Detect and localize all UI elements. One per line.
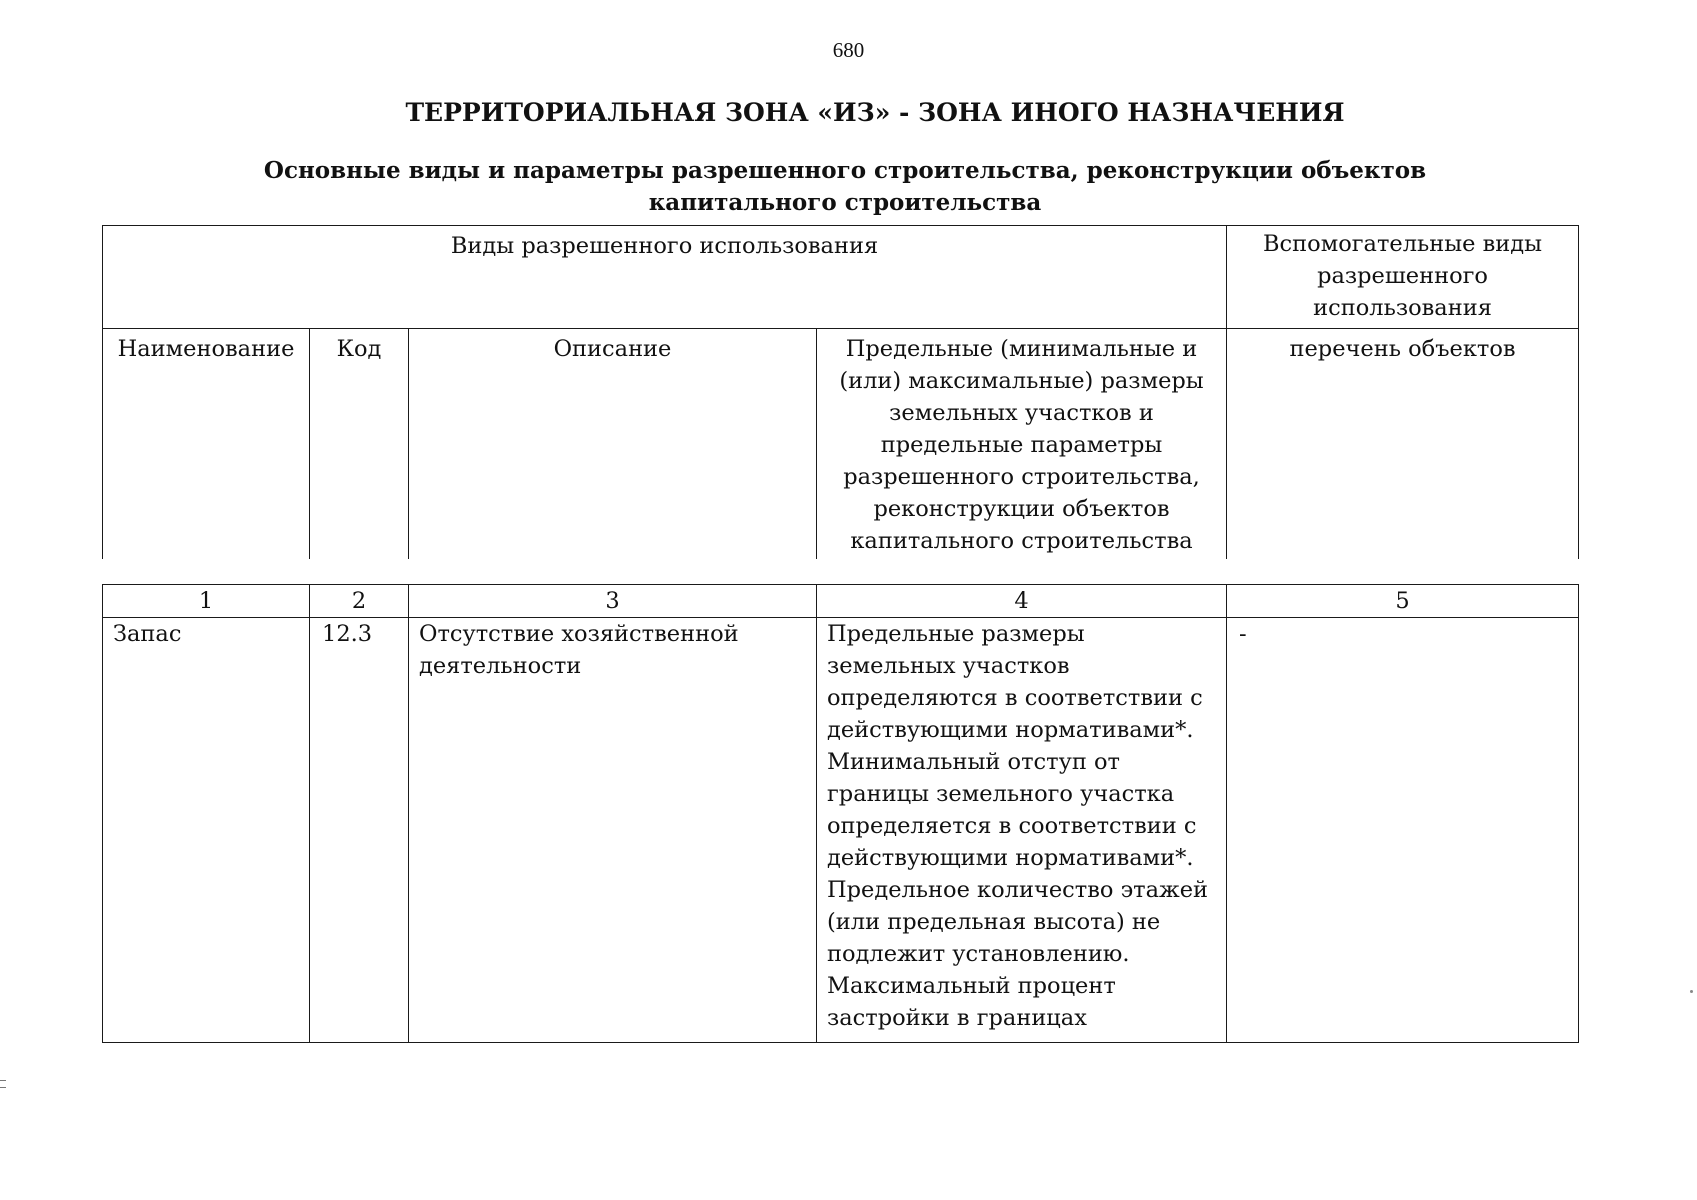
params-line: Минимальный отступ от	[827, 749, 1120, 775]
header-col-name: Наименование	[103, 329, 310, 560]
cell-aux: -	[1227, 618, 1579, 1043]
description-line: Отсутствие хозяйственной	[419, 621, 739, 647]
cell-params	[817, 618, 1227, 1043]
section-title: Основные виды и параметры разрешенного строительства, реконструкции объектов капитального строительства	[263, 157, 1427, 216]
header-col-description: Описание	[409, 329, 817, 560]
header-col-aux-list: перечень объектов	[1227, 329, 1579, 560]
header-group-label: Виды разрешенного использования	[103, 226, 1227, 329]
params-line: действующими нормативами*.	[827, 717, 1194, 743]
scan-artifact	[1690, 990, 1693, 993]
params-line: застройки в границах	[827, 1005, 1087, 1031]
table-row	[103, 618, 1579, 1043]
main-table	[102, 584, 1579, 1043]
params-line: Максимальный процент	[827, 973, 1116, 999]
cell-name: Запас	[103, 618, 310, 1043]
cell-code: 12.3	[310, 618, 409, 1043]
params-line: подлежит установлению.	[827, 941, 1130, 967]
scan-artifact	[0, 1080, 6, 1088]
column-number-row	[103, 585, 1579, 618]
zone-title: ТЕРРИТОРИАЛЬНАЯ ЗОНА «ИЗ» - ЗОНА ИНОГО НАЗНАЧЕНИЯ	[405, 98, 1345, 127]
column-number: 4	[817, 585, 1227, 618]
column-number: 3	[409, 585, 817, 618]
column-number: 2	[310, 585, 409, 618]
header-aux-label: Вспомогательные виды разрешенного использования	[1227, 226, 1579, 329]
params-line: определяется в соответствии с	[827, 813, 1197, 839]
cell-description	[409, 618, 817, 1043]
params-line: границы земельного участка	[827, 781, 1175, 807]
column-number: 1	[103, 585, 310, 618]
header-col-code: Код	[310, 329, 409, 560]
column-number: 5	[1227, 585, 1579, 618]
description-line: деятельности	[419, 653, 582, 679]
params-line: Предельное количество этажей	[827, 877, 1209, 903]
params-line: действующими нормативами*.	[827, 845, 1194, 871]
params-line: Предельные размеры	[827, 621, 1085, 647]
header-table	[102, 225, 1579, 559]
params-line: земельных участков	[827, 653, 1070, 679]
page-number: 680	[832, 38, 865, 62]
params-line: (или предельная высота) не	[827, 909, 1161, 935]
header-col-params: Предельные (минимальные и (или) максимальные) размеры земельных участков и предельные параметры разрешенного строительства, реконструкции объектов капитального строительства	[817, 329, 1227, 560]
params-line: определяются в соответствии с	[827, 685, 1203, 711]
